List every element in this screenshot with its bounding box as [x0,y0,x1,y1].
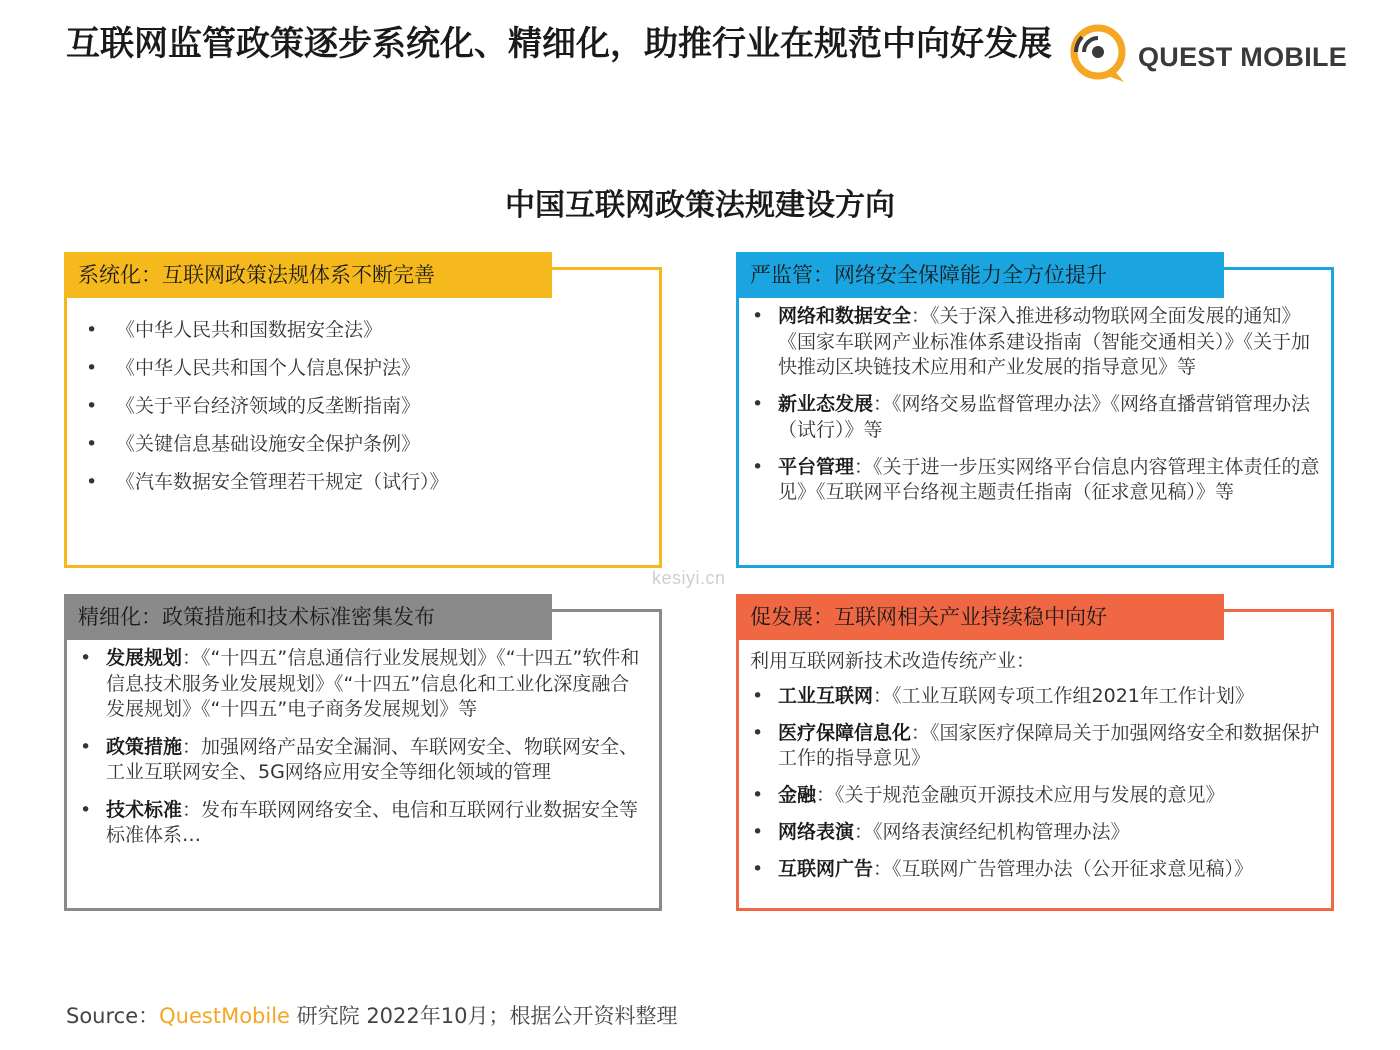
list-item [84,394,648,420]
panel-refinement [64,594,662,911]
item-label: 政策措施 [106,735,183,758]
item-label: 新业态发展 [778,393,874,415]
item-text: 《中华人民共和国个人信息保护法》 [116,356,421,379]
panel-body [750,648,1320,894]
item-label: 网络和数据安全 [778,305,912,327]
item-text: ：《关于深入推进移动物联网全面发展的通知》《国家车联网产业标准体系建设指南（智能交通相关）》《关于加快推动区块链技术应用和产业发展的指导意见》等 [778,305,1311,378]
list-item [78,798,648,849]
panel-lead-text: 利用互联网新技术改造传统产业： [750,650,1036,672]
item-text: ：《网络表演经纪机构管理办法》 [854,821,1130,844]
item-text: ：《工业互联网专项工作组2021年工作计划》 [873,685,1254,707]
item-text: 《中华人民共和国数据安全法》 [116,319,383,341]
item-label: 平台管理 [778,455,855,478]
panel-strict-regulation [736,252,1334,568]
list-item [750,684,1320,710]
panel-header: 精细化：政策措施和技术标准密集发布 [64,594,552,640]
source-note [66,1000,677,1030]
policy-list [750,684,1320,883]
item-text: 《关键信息基础设施安全保护条例》 [116,432,421,455]
source-rest: 研究院 2022年10月；根据公开资料整理 [289,1004,678,1028]
panel-promote-development [736,594,1334,911]
policy-list [750,304,1320,506]
list-item [84,356,648,382]
list-item [78,646,648,723]
item-text: ：《互联网广告管理办法（公开征求意见稿）》 [873,858,1254,881]
list-item [78,735,648,786]
policy-list [78,646,648,849]
item-label: 技术标准 [106,798,183,821]
panel-header: 系统化：互联网政策法规体系不断完善 [64,252,552,298]
list-item [84,470,648,496]
list-item [84,432,648,458]
item-text: ：《关于进一步压实网络平台信息内容管理主体责任的意见》《互联网平台络视主题责任指南（征求意见稿）》等 [778,455,1320,503]
item-text: ：加强网络产品安全漏洞、车联网安全、物联网安全、工业互联网安全、5G网络应用安全等细化领域的管理 [106,735,639,783]
list-item [750,392,1320,443]
panel-systematization [64,252,662,568]
watermark: kesiyi.cn [652,568,726,588]
panel-body [750,304,1320,517]
item-label: 网络表演 [778,821,855,844]
item-label: 发展规划 [106,647,183,669]
panel-body [78,646,648,861]
item-text: ：《“十四五”信息通信行业发展规划》《“十四五”软件和信息技术服务业发展规划》《“十四五”信息化和工业化深度融合发展规划》《“十四五”电子商务发展规划》等 [106,647,640,720]
item-text: 《关于平台经济领域的反垄断指南》 [116,394,421,417]
list-item [750,783,1320,809]
list-item [750,455,1320,506]
panel-body [84,318,648,507]
item-text: ：《关于规范金融页开源技术应用与发展的意见》 [816,784,1225,807]
panel-header: 促发展：互联网相关产业持续稳中向好 [736,594,1224,640]
speech-bubble-signal-icon [1062,22,1132,86]
item-text: ：发布车联网网络安全、电信和互联网行业数据安全等标准体系… [106,798,639,846]
item-label: 互联网广告 [778,858,874,881]
item-text: 《汽车数据安全管理若干规定（试行）》 [116,470,449,493]
source-label: Source： [66,1004,160,1028]
list-item [750,857,1320,883]
item-label: 医疗保障信息化 [778,721,912,744]
source-brand: QuestMobile [159,1004,290,1028]
panel-header: 严监管：网络安全保障能力全方位提升 [736,252,1224,298]
item-text: ：《网络交易监督管理办法》《网络直播营销管理办法（试行）》等 [778,393,1311,441]
policy-list [84,318,648,495]
section-subtitle: 中国互联网政策法规建设方向 [505,188,895,223]
list-item [750,304,1320,381]
quest-mobile-logo [1062,22,1352,86]
page-title: 互联网监管政策逐步系统化、精细化，助推行业在规范中向好发展 [66,24,1052,64]
item-label: 金融 [778,784,817,807]
list-item [750,721,1320,772]
item-text: ：《国家医疗保障局关于加强网络安全和数据保护工作的指导意见》 [778,721,1320,770]
list-item [84,318,648,344]
list-item [750,820,1320,846]
logo-text: QUEST MOBILE [1138,42,1348,72]
item-label: 工业互联网 [778,685,874,707]
